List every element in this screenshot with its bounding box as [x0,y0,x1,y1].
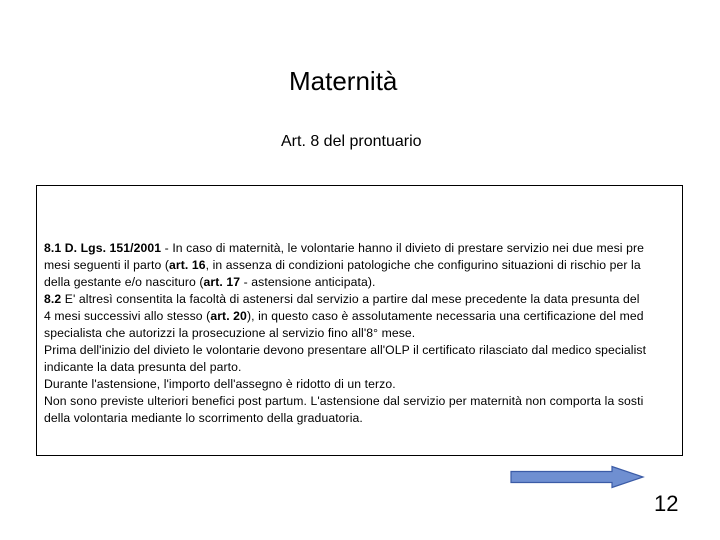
slide-title: Maternità [289,66,398,96]
text-fragment: ), in questo caso è assolutamente necessaria una certificazione del med [246,309,644,323]
text-fragment: , in assenza di condizioni patologiche che configurino situazioni di rischio per la [205,258,641,272]
paragraph-3-line-1: Prima dell'inizio del divieto le volontarie devono presentare all'OLP il certificato rilasciato dal medico specialist [44,343,647,357]
text-fragment: 4 mesi successivi allo stesso ( [44,309,211,323]
text-fragment: mesi seguenti il parto ( [44,258,170,272]
paragraph-5-line-1: Non sono previste ulteriori benefici post partum. L'astensione dal servizio per maternità non comporta la sosti [44,394,644,408]
paragraph-4-line-1: Durante l'astensione, l'importo dell'assegno è ridotto di un terzo. [44,377,396,391]
content-text [44,240,683,427]
text-fragment: della gestante e/o nascituro ( [44,275,204,289]
page-number: 12 [654,491,679,516]
paragraph-8-2-line-2 [44,308,683,325]
right-arrow-icon[interactable] [510,465,645,489]
paragraph-5-line-2: della volontaria mediante lo scorrimento della graduatoria. [44,411,363,425]
paragraph-8-1-line-1 [44,240,683,257]
article-ref-20: art. 20 [210,309,247,323]
text-fragment: - In caso di maternità, le volontarie hanno il divieto di prestare servizio nei due mesi pre [161,241,645,255]
text-fragment: - astensione anticipata). [240,275,376,289]
article-ref-16: art. 16 [169,258,206,272]
section-label-8-2: 8.2 [44,292,62,306]
content-box [36,185,683,456]
paragraph-8-2-line-1 [44,291,683,308]
paragraph-3-line-2: indicante la data presunta del parto. [44,360,242,374]
section-label-8-1: 8.1 D. Lgs. 151/2001 [44,241,162,255]
slide-subtitle: Art. 8 del prontuario [281,133,422,150]
paragraph-8-1-line-3 [44,274,683,291]
paragraph-8-2-line-3: specialista che autorizzi la prosecuzione al servizio fino all'8° mese. [44,326,416,340]
article-ref-17: art. 17 [203,275,241,289]
paragraph-8-1-line-2 [44,257,683,274]
text-fragment: E' altresì consentita la facoltà di astenersi dal servizio a partire dal mese precedente la data presunta del [61,292,640,306]
